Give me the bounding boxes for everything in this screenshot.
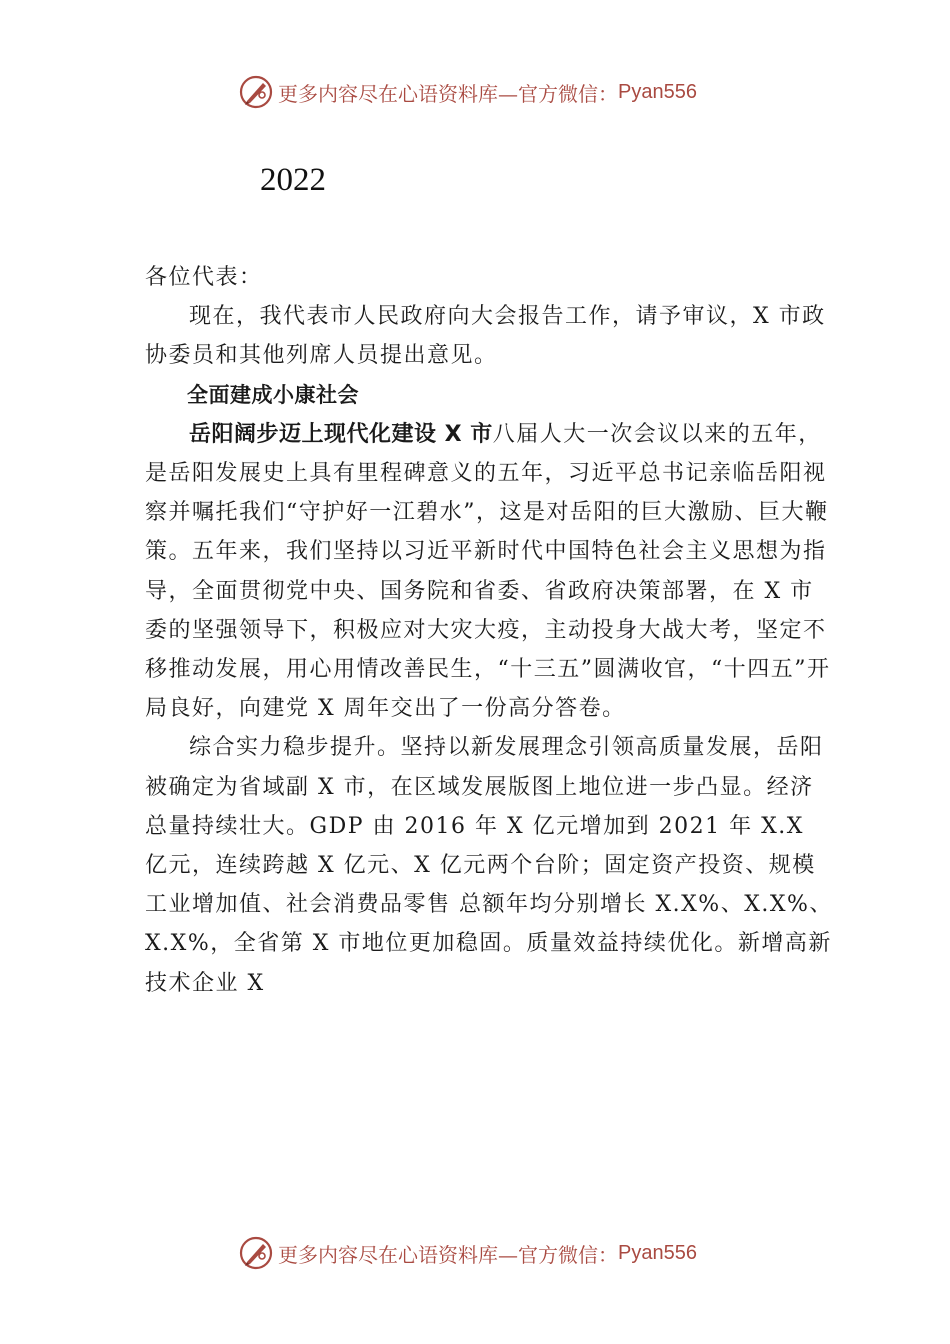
pen-circle-logo-icon xyxy=(238,1235,274,1271)
section-heading: 全面建成小康社会 xyxy=(187,382,359,407)
watermark-footer xyxy=(238,1233,697,1273)
document-year: 2022 xyxy=(260,162,326,198)
paragraph-lead: 岳阳阔步迈上现代化建设 X 市 xyxy=(189,421,493,447)
intro-paragraph: 现在，我代表市人民政府向大会报告工作，请予审议，X 市政协委员和其他列席人员提出意见。 xyxy=(145,304,826,369)
watermark-wechat-id: Pyan556 xyxy=(618,1241,697,1264)
paragraph-strength: 综合实力稳步提升。坚持以新发展理念引领高质量发展，岳阳被确定为省域副 X 市，在区域发展版图上地位进一步凸显。经济总量持续壮大。GDP 由 2016 年 X 亿元增加到 2021 年 X.X 亿元，连续跨越 X 亿元、X 亿元两个台阶；固定资产投资、规模工业增加值、社会消费品零售 总额年均分别增长 X.X%、X.X%、X.X%，全省第 X 市地位更加稳固。质量效益持续优化。新增高新技术企业 X xyxy=(145,735,833,996)
document-body xyxy=(145,258,835,1003)
pen-circle-logo-icon xyxy=(238,74,274,110)
watermark-text: 更多内容尽在心语资料库—官方微信： xyxy=(278,81,618,106)
paragraph-body: 八届人大一次会议以来的五年，是岳阳发展史上具有里程碑意义的五年，习近平总书记亲临岳阳视察并嘱托我们“守护好一江碧水”，这是对岳阳的巨大激励、巨大鞭策。五年来，我们坚持以习近平新时代中国特色社会主义思想为指导，全面贯彻党中央、国务院和省委、省政府决策部署，在 X 市委的坚强领导下，积极应对大灾大疫，主动投身大战大考，坚定不移推动发展，用心用情改善民生，“十三五”圆满收官，“十四五”开局良好，向建党 X 周年交出了一份高分答卷。 xyxy=(145,421,831,722)
watermark-wechat-id: Pyan556 xyxy=(618,80,697,103)
salutation: 各位代表： xyxy=(145,265,263,290)
paragraph-five-years xyxy=(145,415,835,729)
watermark-text: 更多内容尽在心语资料库—官方微信： xyxy=(278,1242,618,1267)
watermark-header xyxy=(238,72,697,112)
